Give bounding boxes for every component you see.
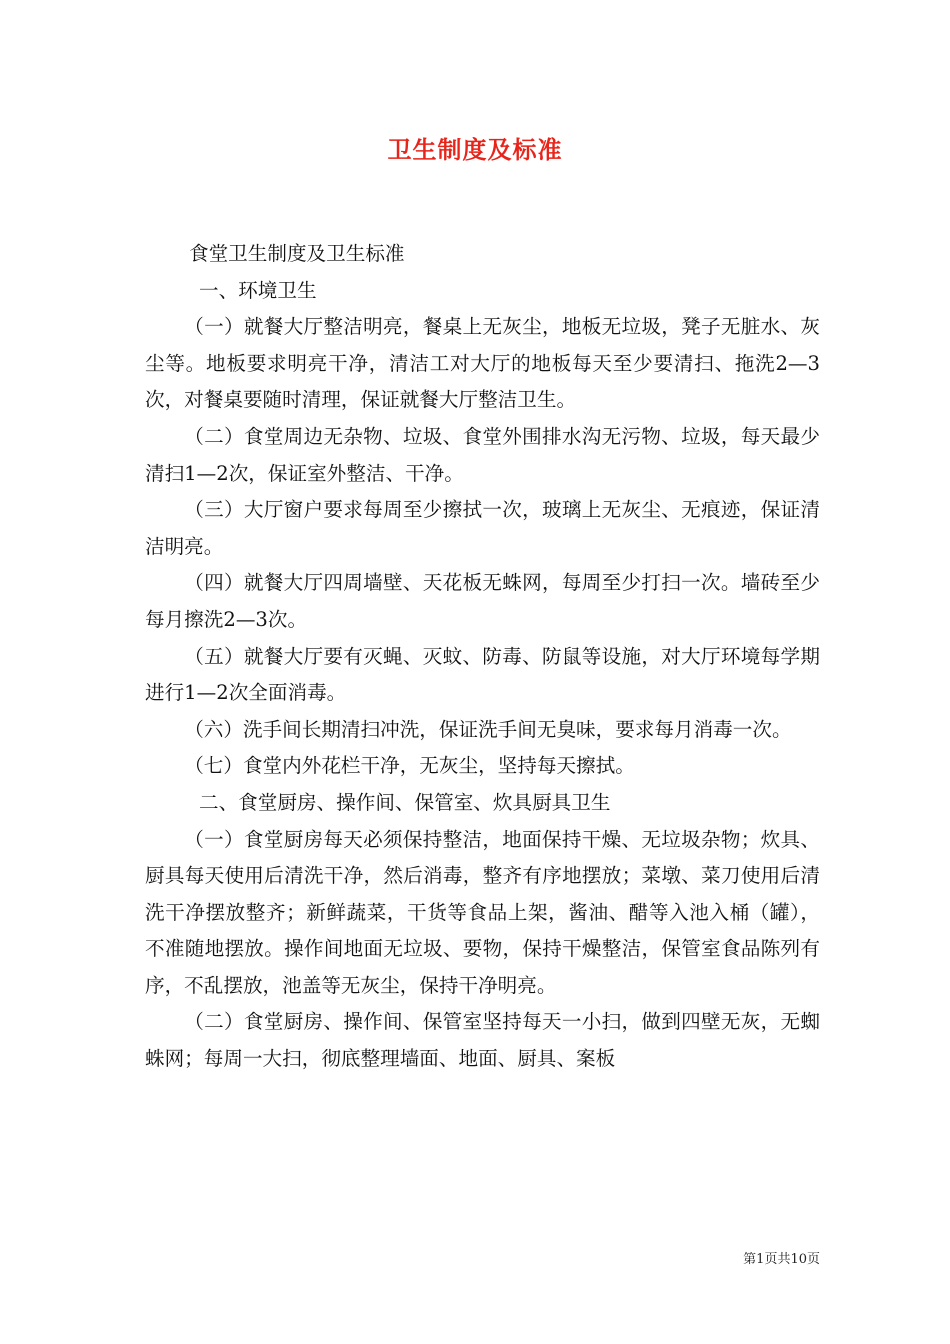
paragraph: （一）食堂厨房每天必须保持整洁，地面保持干燥、无垃圾杂物；炊具、厨具每天使用后清洗干净，然后消毒，整齐有序地摆放；菜墩、菜刀使用后清洗干净摆放整齐；新鲜蔬菜，干货等食品上架，酱油、醋等入池入桶（罐），不准随地摆放。操作间地面无垃圾、要物，保持干燥整洁，保管室食品陈列有序，不乱摆放，池盖等无灰尘，保持干净明亮。 [145, 827, 820, 997]
document-body [145, 236, 820, 1078]
paragraph: （四）就餐大厅四周墙壁、天花板无蛛网，每周至少打扫一次。墙砖至少每月擦洗2—3次。 [145, 571, 820, 631]
document-title: 卫生制度及标准 [387, 135, 563, 164]
paragraph: （七）食堂内外花栏干净，无灰尘，坚持每天擦拭。 [184, 754, 635, 778]
paragraph: （一）就餐大厅整洁明亮，餐桌上无灰尘，地板无垃圾，凳子无脏水、灰尘等。地板要求明亮干净，清洁工对大厅的地板每天至少要清扫、拖洗2—3次，对餐桌要随时清理，保证就餐大厅整洁卫生。 [145, 315, 820, 412]
paragraph: （二）食堂厨房、操作间、保管室坚持每天一小扫，做到四壁无灰，无蜘蛛网；每周一大扫，彻底整理墙面、地面、厨具、案板 [145, 1010, 820, 1071]
page-number: 第1页共10页 [743, 1252, 820, 1267]
paragraph: （二）食堂周边无杂物、垃圾、食堂外围排水沟无污物、垃圾，每天最少清扫1—2次，保证室外整洁、干净。 [145, 424, 820, 485]
section-heading: 一、环境卫生 [199, 278, 317, 302]
section-heading: 二、食堂厨房、操作间、保管室、炊具厨具卫生 [199, 790, 611, 814]
paragraph: （五）就餐大厅要有灭蝇、灭蚊、防毒、防鼠等设施，对大厅环境每学期进行1—2次全面消毒。 [145, 644, 820, 705]
paragraph: （六）洗手间长期清扫冲洗，保证洗手间无臭味，要求每月消毒一次。 [184, 717, 792, 741]
document-subtitle: 食堂卫生制度及卫生标准 [189, 242, 405, 265]
paragraph: （三）大厅窗户要求每周至少擦拭一次，玻璃上无灰尘、无痕迹，保证清洁明亮。 [145, 498, 820, 558]
